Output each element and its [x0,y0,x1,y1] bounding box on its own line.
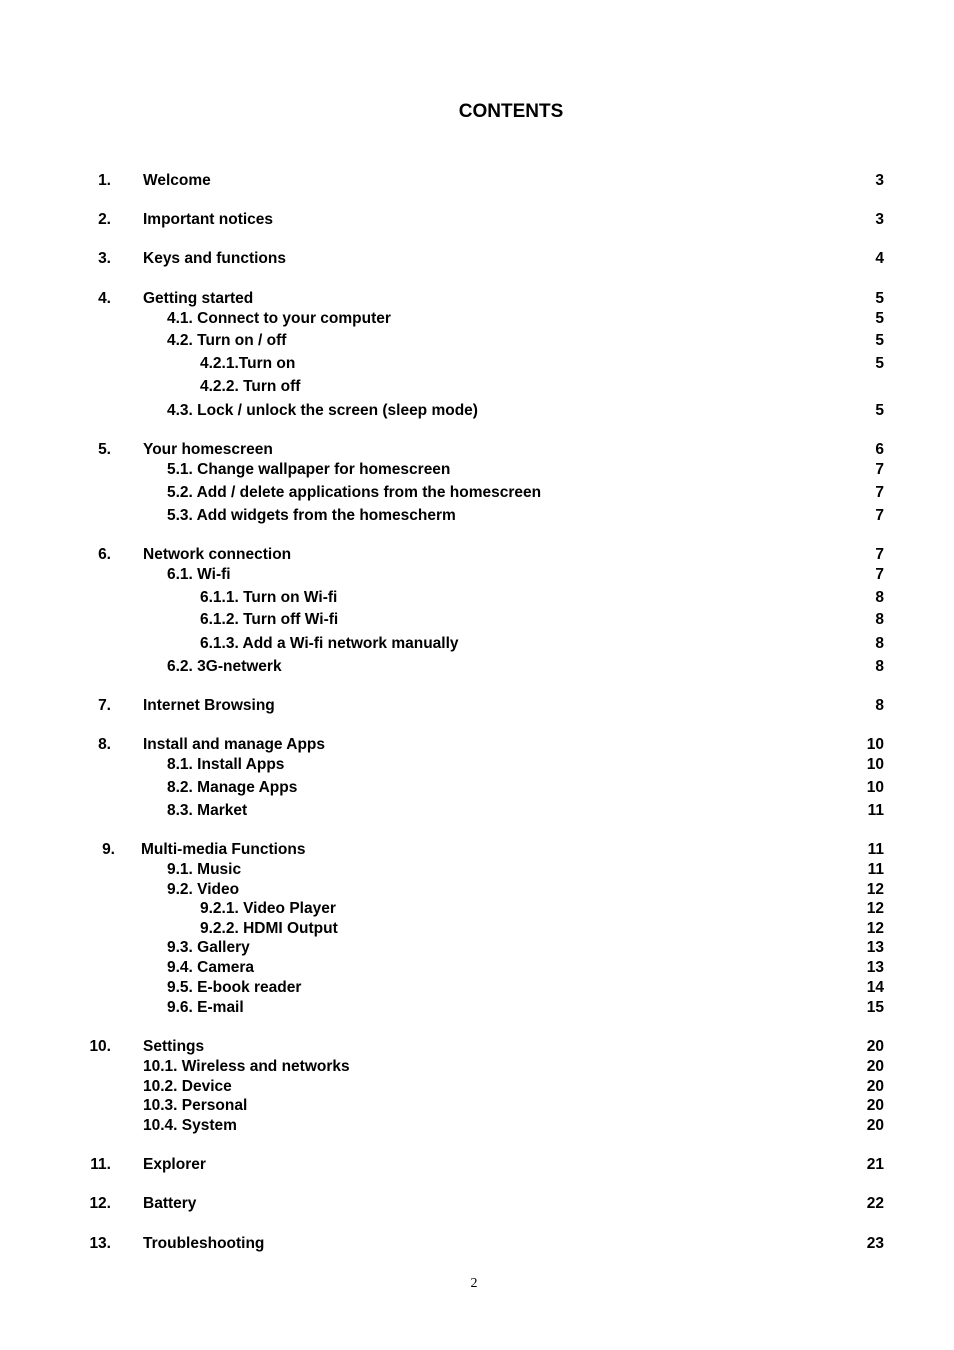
toc-entry-label: 4.2. Turn on / off [167,332,287,349]
toc-entry [0,801,954,821]
toc-entry-label: 9.1. Music [167,861,242,878]
page-title: CONTENTS [458,101,564,122]
toc-entry-page: 21 [866,1156,884,1173]
toc-entry [0,860,954,880]
toc-entry-page: 6 [875,441,884,458]
toc-entry-page: 20 [866,1078,884,1095]
toc-entry-label: 9.6. E-mail [167,999,244,1016]
toc-entry-label: Settings [143,1038,205,1055]
toc-entry-label: 9.3. Gallery [167,939,250,956]
toc-entry-label: 6.2. 3G-netwerk [167,658,282,675]
toc-entry [0,249,954,269]
toc-entry [0,545,954,565]
toc-entry-page: 7 [875,546,884,563]
toc-entry [0,588,954,608]
toc-entry-label: 4.1. Connect to your computer [167,310,391,327]
toc-entry-label: 5.3. Add widgets from the homescherm [167,507,456,524]
toc-entry-page: 8 [875,697,884,714]
toc-entry-page: 13 [866,939,884,956]
toc-entry-label: Your homescreen [143,441,273,458]
toc-entry-page: 3 [875,172,884,189]
toc-entry-label: 10.4. System [143,1117,237,1134]
toc-entry-page: 7 [875,461,884,478]
toc-entry-number: 2. [98,211,111,228]
toc-entry-label: Getting started [143,290,254,307]
toc-entry-page: 8 [875,589,884,606]
toc-entry-label: Network connection [143,546,292,563]
toc-entry [0,354,954,374]
toc-entry-page: 5 [875,402,884,419]
toc-entry [0,377,954,397]
toc-entry-page: 13 [866,959,884,976]
toc-entry-page: 8 [875,611,884,628]
toc-entry-page: 12 [866,881,884,898]
toc-entry-page: 11 [867,841,884,858]
toc-entry-page: 11 [867,802,884,819]
toc-entry [0,1057,954,1077]
toc-entry [0,938,954,958]
toc-entry [0,696,954,716]
toc-entry-page: 5 [875,290,884,307]
toc-entry-label: Internet Browsing [143,697,275,714]
toc-entry-page: 20 [866,1097,884,1114]
toc-entry-page: 8 [875,658,884,675]
toc-entry-page: 7 [875,566,884,583]
toc-entry-number: 10. [89,1038,111,1055]
toc-entry-label: Battery [143,1195,197,1212]
toc-entry-label: 6.1.1. Turn on Wi-fi [200,589,338,606]
toc-entry [0,460,954,480]
toc-entry [0,1077,954,1097]
toc-entry-label: Install and manage Apps [143,736,326,753]
toc-entry [0,210,954,230]
toc-entry-label: Keys and functions [143,250,286,267]
toc-entry-label: 9.2.2. HDMI Output [200,920,338,937]
toc-entry-number: 1. [98,172,111,189]
toc-entry-page: 8 [875,635,884,652]
toc-entry-label: 8.1. Install Apps [167,756,285,773]
toc-entry-number: 8. [98,736,111,753]
toc-entry-label: 9.2.1. Video Player [200,900,336,917]
toc-entry [0,483,954,503]
toc-entry-page: 10 [866,736,884,753]
toc-entry [0,735,954,755]
toc-entry-page: 10 [866,779,884,796]
toc-entry [0,1096,954,1116]
toc-entry [0,440,954,460]
toc-entry-label: Welcome [143,172,211,189]
toc-entry-label: 6.1.2. Turn off Wi-fi [200,611,339,628]
toc-entry [0,1155,954,1175]
toc-entry [0,401,954,421]
page-number: 2 [470,1276,478,1291]
toc-entry-page: 20 [866,1058,884,1075]
toc-entry-label: Important notices [143,211,274,228]
toc-entry-label: 6.1. Wi-fi [167,566,231,583]
toc-entry-label: 9.2. Video [167,881,240,898]
toc-entry [0,171,954,191]
toc-entry-page: 15 [866,999,884,1016]
toc-entry-label: Multi-media Functions [141,841,306,858]
toc-entry [0,958,954,978]
toc-entry-page: 20 [866,1117,884,1134]
toc-entry-page: 11 [867,861,884,878]
toc-entry [0,289,954,309]
toc-entry [0,1234,954,1254]
toc-entry [0,610,954,630]
toc-entry-page: 20 [866,1038,884,1055]
toc-entry [0,880,954,900]
toc-entry [0,1194,954,1214]
toc-entry-number: 13. [89,1235,111,1252]
toc-entry-page: 3 [875,211,884,228]
toc-entry-label: 9.4. Camera [167,959,255,976]
toc-entry-label: 5.2. Add / delete applications from the homescreen [167,484,542,501]
toc-entry [0,331,954,351]
toc-entry-label: 8.2. Manage Apps [167,779,298,796]
toc-entry [0,1037,954,1057]
toc-entry [0,899,954,919]
toc-entry [0,634,954,654]
toc-entry-number: 12. [89,1195,111,1212]
toc-entry [0,998,954,1018]
toc-entry [0,919,954,939]
toc-entry-page: 23 [866,1235,884,1252]
toc-entry [0,1116,954,1136]
toc-entry-number: 11. [90,1156,111,1173]
toc-entry-label: 9.5. E-book reader [167,979,302,996]
toc-entry [0,840,954,860]
toc-entry [0,778,954,798]
toc-entry [0,565,954,585]
toc-entry-number: 4. [98,290,111,307]
toc-entry-page: 22 [866,1195,884,1212]
toc-entry-page: 12 [866,900,884,917]
toc-entry [0,755,954,775]
toc-entry-label: 4.3. Lock / unlock the screen (sleep mode) [167,402,478,419]
toc-entry-page: 14 [866,979,884,996]
toc-entry-page: 10 [866,756,884,773]
toc-entry-number: 7. [98,697,111,714]
toc-entry-label: 10.1. Wireless and networks [143,1058,350,1075]
toc-entry-label: 4.2.2. Turn off [200,378,301,395]
toc-entry-page: 12 [866,920,884,937]
toc-entry-label: 10.3. Personal [143,1097,248,1114]
toc-entry-label: 5.1. Change wallpaper for homescreen [167,461,451,478]
toc-entry-page: 7 [875,507,884,524]
toc-entry-number: 9. [102,841,115,858]
toc-entry [0,978,954,998]
toc-entry-number: 6. [98,546,111,563]
toc-entry-page: 5 [875,332,884,349]
toc-entry [0,506,954,526]
toc-entry-label: 10.2. Device [143,1078,232,1095]
toc-entry-label: 8.3. Market [167,802,248,819]
toc-entry-page: 5 [875,310,884,327]
toc-entry-number: 5. [98,441,111,458]
toc-entry-page: 7 [875,484,884,501]
toc-entry-page: 4 [875,250,884,267]
toc-entry-number: 3. [98,250,111,267]
toc-entry [0,309,954,329]
toc-entry-label: 6.1.3. Add a Wi-fi network manually [200,635,459,652]
toc-entry-label: Troubleshooting [143,1235,265,1252]
toc-entry-label: 4.2.1.Turn on [200,355,296,372]
toc-entry-page: 5 [875,355,884,372]
toc-entry-label: Explorer [143,1156,206,1173]
toc-entry [0,657,954,677]
